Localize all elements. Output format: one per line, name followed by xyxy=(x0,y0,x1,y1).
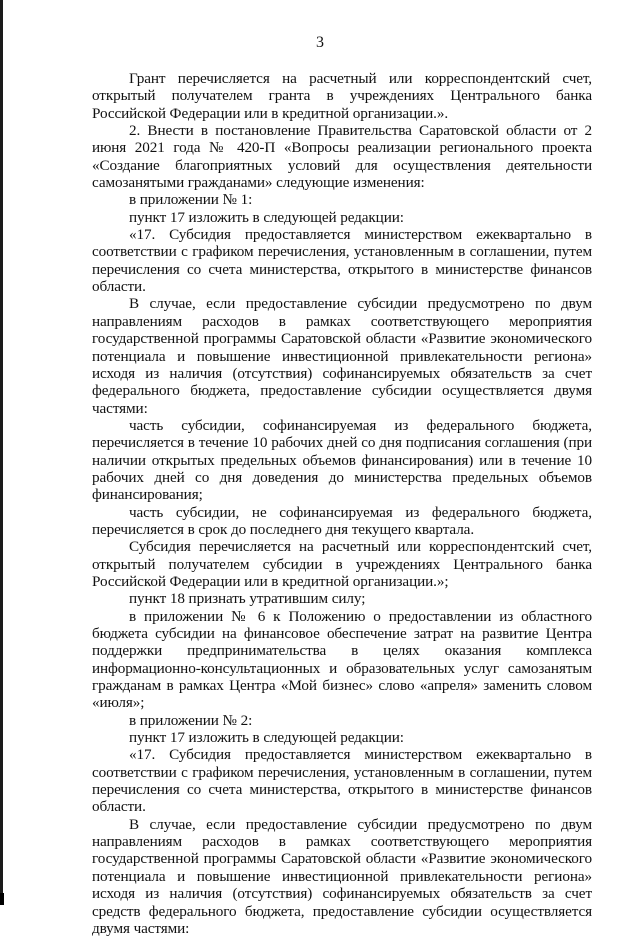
paragraph-appendix-6: в приложении № 6 к Положению о предоставлении из областного бюджета субсидии на финансовое обеспечение затрат на развитие Центра поддержки предпринимательства в целях оказания комплекса информационно-консультационных и образовательных услуг самозанятым гражданам в рамках Центра «Мой бизнес» слово «апреля» заменить словом «июля»; xyxy=(92,607,592,712)
paragraph-non-federal-part: часть субсидии, не софинансируемая из федерального бюджета, перечисляется в срок до последнего дня текущего квартала. xyxy=(92,503,592,538)
paragraph-subsidy-transfer: Субсидия перечисляется на расчетный или корреспондентский счет, открытый получателем субсидии в учреждениях Центрального банка Российской Федерации или в кредитной организации.»; xyxy=(92,538,592,590)
paragraph-appendix-2: в приложении № 2: xyxy=(129,711,253,729)
paragraph-two-directions-2: В случае, если предоставление субсидии предусмотрено по двум направлениям расходов в рамках соответствующего мероприятия государственной программы Саратовской области «Развитие экономического потенциала и повышение инвестиционной привлекательности региона» исходя из наличия (отсутствия) софинансируемых обязательств за счет средств федерального бюджета, предоставление субсидии осуществляется двумя частями: xyxy=(92,815,592,937)
page-number: 3 xyxy=(316,34,324,51)
paragraph-item-17-edit-2: пункт 17 изложить в следующей редакции: xyxy=(129,729,404,747)
paragraph-appendix-1: в приложении № 1: xyxy=(129,191,253,209)
paragraph-grant-transfer: Грант перечисляется на расчетный или корреспондентский счет, открытый получателем гранта в учреждениях Центрального банка Российской Федерации или в кредитной организации.». xyxy=(92,70,592,122)
paragraph-federal-part: часть субсидии, софинансируемая из федерального бюджета, перечисляется в течение 10 рабочих дней со дня подписания соглашения (при наличии открытых предельных объемов финансирования) или в течение 10 рабочих дней со дня доведения до министерства предельных объемов финансирования; xyxy=(92,416,592,504)
paragraph-two-directions: В случае, если предоставление субсидии предусмотрено по двум направлениям расходов в рамках соответствующего мероприятия государственной программы Саратовской области «Развитие экономического потенциала и повышение инвестиционной привлекательности региона» исходя из наличия (отсутствия) софинансируемых обязательств за счет федерального бюджета, предоставление субсидии осуществляется двумя частями: xyxy=(92,295,592,417)
paragraph-item-17-text-2: «17. Субсидия предоставляется министерством ежеквартально в соответствии с графиком перечисления, установленным в соглашении, путем перечисления со счета министерства, открытого в министерстве финансов области. xyxy=(92,746,592,816)
document-body xyxy=(92,70,592,937)
scan-edge-shadow xyxy=(0,0,3,905)
scan-edge-mark xyxy=(0,893,4,905)
paragraph-item-17-text: «17. Субсидия предоставляется министерством ежеквартально в соответствии с графиком перечисления, установленным в соглашении, путем перечисления со счета министерства, открытого в министерстве финансов области. xyxy=(92,226,592,296)
paragraph-amend-resolution: 2. Внести в постановление Правительства Саратовской области от 2 июня 2021 года № 420-П «Вопросы реализации регионального проекта «Создание благоприятных условий для осуществления деятельности самозанятыми гражданами» следующие изменения: xyxy=(92,122,592,192)
paragraph-item-17-edit: пункт 17 изложить в следующей редакции: xyxy=(129,208,404,226)
paragraph-item-18-void: пункт 18 признать утратившим силу; xyxy=(129,590,366,608)
